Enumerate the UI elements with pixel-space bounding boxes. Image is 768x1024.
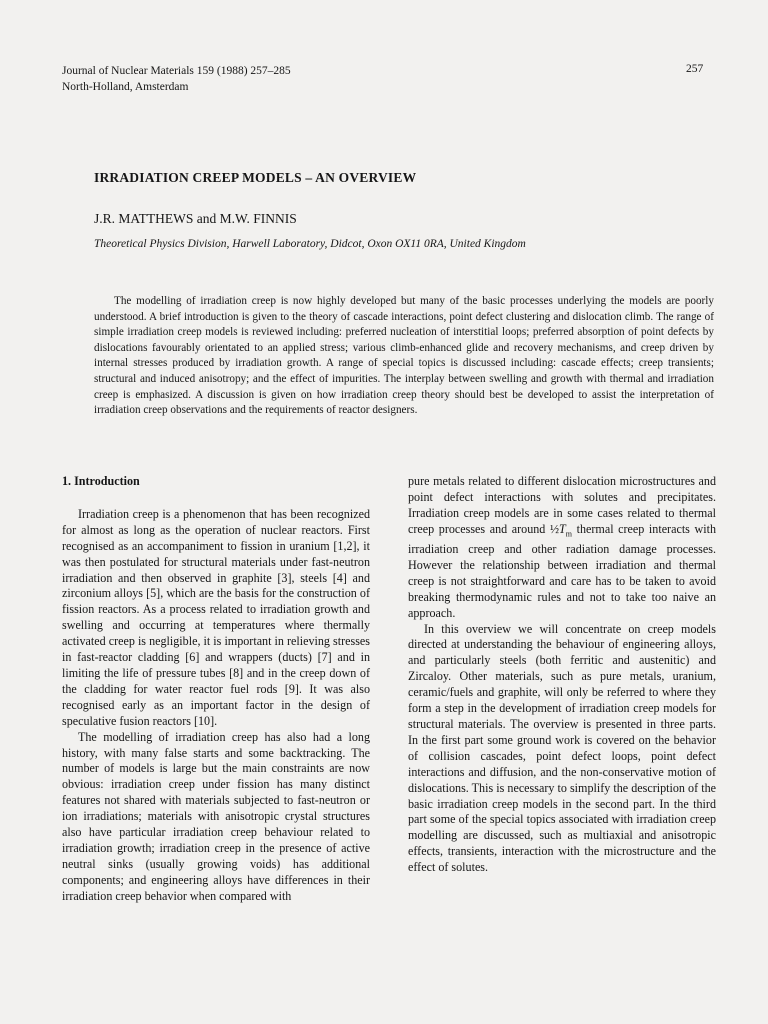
author-affiliation: Theoretical Physics Division, Harwell Laboratory, Didcot, Oxon OX11 0RA, United Kingdom <box>94 238 526 250</box>
intro-paragraph-2: The modelling of irradiation creep has also had a long history, with many false starts and some backtracking. The number of models is large but the main constraints are now obvious: irradiation creep under fission has many distinct features not shared with materials subjected to fast-neutron or ion irradiations; materials with anisotropic crystal structures also have particular irradiation creep behaviour related to irradiation growth; irradiation creep in the presence of active neutral sinks (usually growing voids) has additional components; and engineering alloys have differences in their irradiation creep behavior when compared with <box>62 729 370 903</box>
intro-paragraph-4: In this overview we will concentrate on creep models directed at understanding the behaviour of engineering alloys, and particularly steels (both ferritic and austenitic) and Zircaloy. Other materials, such as pure metals, uranium, ceramic/fuels and graphite, will only be referred to where they form a step in the development of irradiation creep models for structural materials. The overview is presented in three parts. In the first part some ground work is covered on the behavior of collision cascades, point defect loops, point defect interactions and diffusion, and the non-conservative motion of dislocations. This is necessary to simplify the description of the basic irradiation creep models in the second part. In the third part some of the special topics associated with irradiation creep modelling are discussed, such as multiaxial and anisotropic effects, transients, interaction with the microstructure and the effect of solutes. <box>408 621 716 875</box>
tm-letter: T <box>559 521 566 536</box>
journal-citation: Journal of Nuclear Materials 159 (1988) 257–285 <box>62 65 291 77</box>
para3-text-b: thermal creep interacts with irradiation creep and other radiation damage processes. However the relationship between irradiation and thermal creep is not straightforward and care has to be taken to avoid breaking thermodynamic rules and not to take too naive an approach. <box>408 521 716 620</box>
publisher-line: North-Holland, Amsterdam <box>62 81 189 93</box>
intro-paragraph-3 <box>408 474 716 622</box>
abstract-text: The modelling of irradiation creep is now highly developed but many of the basic processes underlying the models are poorly understood. A brief introduction is given to the theory of cascade interactions, point defect clustering and dislocation climb. The range of simple irradiation creep models is reviewed including: preferred nucleation of interstitial loops; preferred absorption of point defects by dislocations favourably orientated to an applied stress; various climb-enhanced glide and recovery mechanisms, and creep driven by internal stresses produced by irradiation growth. A range of special topics is discussed including: cascade effects; creep transients; structural and induced anisotropy; and the effect of impurities. The interplay between swelling and growth with thermal and irradiation creep is emphasized. A discussion is given on how irradiation creep theory should best be developed to assist the interpretation of irradiation creep observations and the requirements of reactor designers. <box>94 295 714 417</box>
intro-paragraph-1: Irradiation creep is a phenomenon that has been recognized for almost as long as the operation of nuclear reactors. First recognised as an accompaniment to fission in uranium [1,2], it was then postulated for structural materials under fast-neutron irradiation and then observed in graphite [3], steels [4] and zirconium alloys [5], which are the basis for the construction of fission reactors. As a process related to irradiation growth and swelling and occurring at temperatures where thermally activated creep is negligible, it is important in relieving stresses in fast-reactor cladding [6] and wrappers (ducts) [7] and in limiting the life of pressure tubes [8] and in the creep down of the cladding for water reactor fuel rods [9]. It was also recognised early as an important factor in the design of speculative fusion reactors [10]. <box>62 506 370 728</box>
para3-text-a: pure metals related to different dislocation microstructures and point defect interactions with solutes and precipitates. Irradiation creep models are in some cases related to thermal creep processes and around <box>408 474 716 536</box>
section-heading: 1. Introduction <box>62 474 140 488</box>
tm-fraction: ½ <box>549 521 560 536</box>
left-column <box>62 474 370 905</box>
article-authors: J.R. MATTHEWS and M.W. FINNIS <box>94 211 297 226</box>
abstract-block <box>94 294 714 419</box>
journal-header <box>62 63 291 95</box>
melting-temperature-symbol <box>549 521 573 539</box>
right-column <box>408 474 716 876</box>
tm-subscript: m <box>565 529 573 539</box>
page-number: 257 <box>686 63 704 75</box>
article-title: IRRADIATION CREEP MODELS – AN OVERVIEW <box>94 170 417 185</box>
